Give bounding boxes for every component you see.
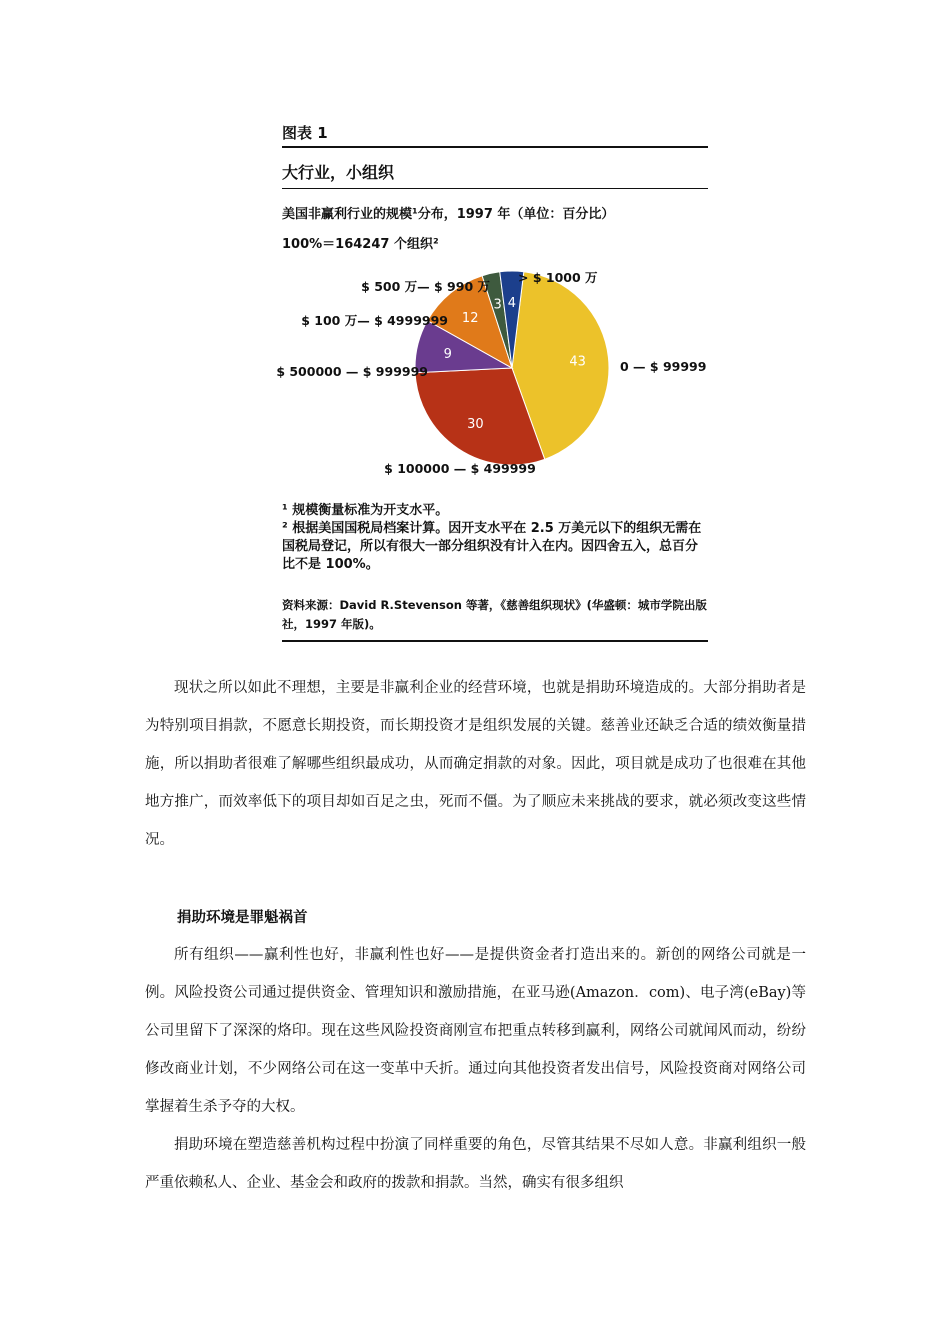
figure-title: 大行业，小组织: [282, 163, 395, 182]
slice-value-label: 43: [569, 354, 586, 370]
paragraph: 所有组织——赢利性也好，非赢利性也好——是提供资金者打造出来的。新创的网络公司就是一例。风险投资公司通过提供资金、管理知识和激励措施，在亚马逊(Amazon．com)、电子湾(eBay)等公司里留下了深深的烙印。现在这些风险投资商刚宣布把重点转移到赢利，网络公司就闻风而动，纷纷修改商业计划，不少网络公司在这一变革中夭折。通过向其他投资者发出信号，风险投资商对网络公司掌握着生杀予夺的大权。: [145, 947, 806, 1115]
figure-notes: [282, 502, 708, 574]
top-rule: [282, 146, 708, 148]
figure-subtitle: 美国非赢利行业的规模¹分布，1997 年（单位：百分比）: [282, 207, 615, 222]
figure-1: [276, 122, 710, 644]
figure-source: 资料来源：David R.Stevenson 等著，《慈善组织现状》(华盛顿：城市学院出版社，1997 年版)。: [282, 598, 707, 631]
section-heading: 捐助环境是罪魁祸首: [177, 910, 308, 926]
slice-category-label: $ 100000 — $ 499999: [384, 461, 536, 476]
bottom-rule: [282, 640, 708, 642]
body-section-2: [145, 936, 806, 1202]
footnote-2: ² 根据美国国税局档案计算。因开支水平在 2.5 万美元以下的组织无需在国税局登记，所以有很大一部分组织没有计入在内。因四舍五入，总百分比不是 100%。: [282, 521, 702, 572]
slice-value-label: 12: [461, 311, 479, 326]
figure-label: 图表 1: [282, 124, 328, 142]
paragraph: 捐助环境在塑造慈善机构过程中扮演了同样重要的角色，尽管其结果不尽如人意。非赢利组织一般严重依赖私人、企业、基金会和政府的拨款和捐款。当然，确实有很多组织: [145, 1137, 806, 1191]
figure-total: 100%＝164247 个组织²: [282, 237, 439, 252]
slice-value-label: 4: [507, 296, 517, 311]
slice-value-label: 9: [443, 346, 452, 362]
slice-category-label: $ 500 万— $ 990 万: [361, 279, 490, 294]
slice-value-label: 30: [467, 416, 484, 432]
slice-category-label: $ 500000 — $ 999999: [276, 364, 428, 379]
slice-category-label: > $ 1000 万: [518, 270, 598, 285]
pie-chart: [276, 257, 710, 497]
slice-value-label: 3: [493, 297, 502, 313]
body-section-1: [145, 669, 806, 859]
paragraph: 现状之所以如此不理想，主要是非赢利企业的经营环境，也就是捐助环境造成的。大部分捐助者是为特别项目捐款，不愿意长期投资，而长期投资才是组织发展的关键。慈善业还缺乏合适的绩效衡量措施，所以捐助者很难了解哪些组织最成功，从而确定捐款的对象。因此，项目就是成功了也很难在其他地方推广，而效率低下的项目却如百足之虫，死而不僵。为了顺应未来挑战的要求，就必须改变这些情况。: [145, 680, 806, 848]
title-rule: [282, 188, 708, 189]
footnote-1: ¹ 规模衡量标准为开支水平。: [282, 503, 449, 518]
slice-category-label: 0 — $ 99999: [620, 359, 707, 374]
slice-category-label: $ 100 万— $ 4999999: [301, 313, 448, 328]
